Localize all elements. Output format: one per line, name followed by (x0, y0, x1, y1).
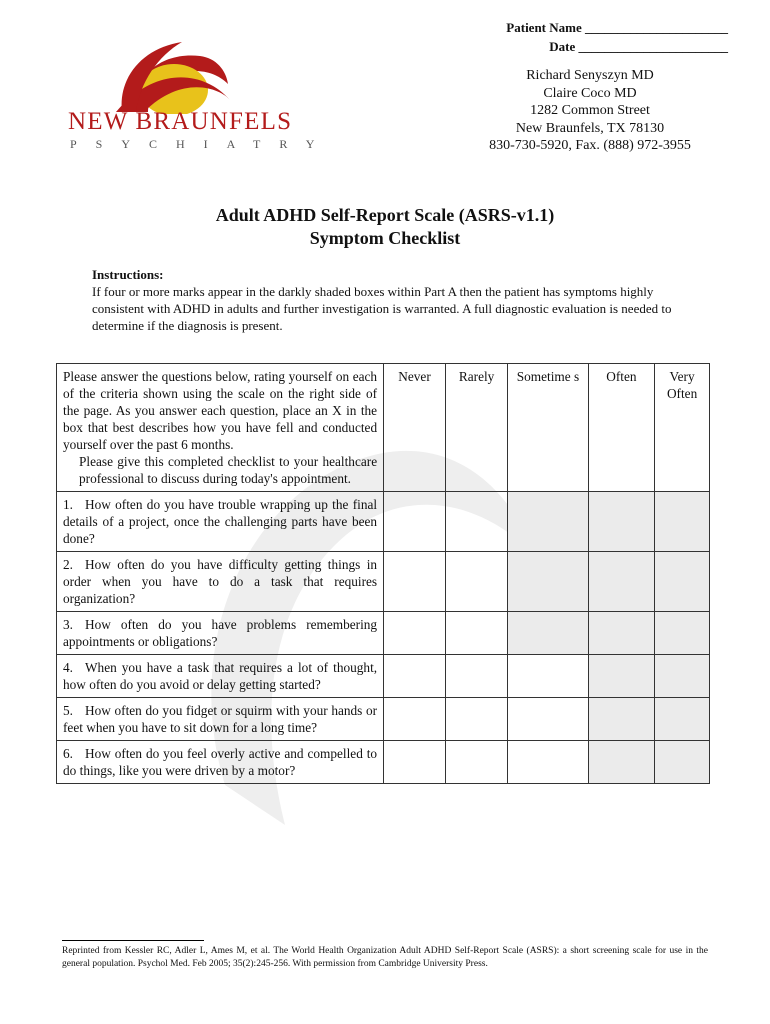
answer-box-rarely[interactable] (445, 741, 507, 784)
question-number: 4. (63, 660, 73, 675)
table-row (57, 552, 710, 612)
answer-box-often-shaded[interactable] (588, 492, 655, 552)
doctor-1: Richard Senyszyn MD (526, 68, 654, 83)
question-number: 3. (63, 617, 73, 632)
scale-rarely: Rarely (445, 364, 507, 492)
scale-often: Often (588, 364, 655, 492)
question-text: How often do you have difficulty getting things in order when you have to do a task that requires organization? (63, 557, 378, 606)
answer-box-sometimes[interactable] (508, 698, 588, 741)
question-2 (57, 552, 384, 612)
question-3 (57, 612, 384, 655)
scale-very-often: Very Often (655, 364, 710, 492)
answer-box-often-shaded[interactable] (588, 741, 655, 784)
phone-fax: 830-730-5920, Fax. (888) 972-3955 (489, 138, 691, 153)
answer-box-often-shaded[interactable] (588, 552, 655, 612)
answer-box-often-shaded[interactable] (588, 612, 655, 655)
brand-logo-mark (112, 38, 232, 114)
intro-paragraph-2: Please give this completed checklist to your healthcare professional to discuss during today's appointment. (79, 454, 378, 486)
question-number: 5. (63, 703, 73, 718)
logo-subtitle: PSYCHIATRY (70, 137, 334, 151)
question-1 (57, 492, 384, 552)
answer-box-sometimes[interactable] (508, 655, 588, 698)
form-subtitle: Symptom Checklist (309, 228, 461, 248)
table-row (57, 698, 710, 741)
table-header-row (57, 364, 710, 492)
table-row (57, 741, 710, 784)
question-number: 2. (63, 557, 73, 572)
answer-box-rarely[interactable] (445, 698, 507, 741)
footnote-divider (62, 940, 204, 941)
table-row (57, 492, 710, 552)
scale-sometimes: Sometime s (508, 364, 588, 492)
answer-box-never[interactable] (384, 741, 446, 784)
answer-box-never[interactable] (384, 655, 446, 698)
logo-name: NEW BRAUNFELS (68, 108, 293, 135)
answer-box-never[interactable] (384, 552, 446, 612)
intro-paragraph-1: Please answer the questions below, rating yourself on each of the criteria shown using the scale on the right side of the page. As you answer each question, place an X in the box that best describes how you have fell and conducted yourself over the past 6 months. (63, 369, 378, 452)
answer-box-sometimes[interactable] (508, 741, 588, 784)
date-field[interactable]: Date _______________________ (549, 39, 728, 54)
question-text: When you have a task that requires a lot of thought, how often do you avoid or delay getting started? (63, 660, 378, 692)
answer-box-very-often-shaded[interactable] (655, 655, 710, 698)
question-number: 1. (63, 497, 73, 512)
table-row (57, 612, 710, 655)
street-address: 1282 Common Street (530, 103, 650, 118)
question-text: How often do you have trouble wrapping up the final details of a project, once the challenging parts have been done? (63, 497, 378, 546)
answer-box-very-often-shaded[interactable] (655, 492, 710, 552)
city-state-zip: New Braunfels, TX 78130 (515, 120, 665, 136)
asrs-table (56, 363, 710, 784)
answer-box-never[interactable] (384, 612, 446, 655)
footnote: Reprinted from Kessler RC, Adler L, Ames M, et al. The World Health Organization Adult ADHD Self-Report Scale (ASRS): a short screening scale for use in the general population. Psychol Med. Feb 2005; 35(2):245-256. With permission from Cambridge University Press. (62, 946, 708, 969)
intro-cell (57, 364, 384, 492)
practice-contact (470, 67, 710, 155)
answer-box-very-often-shaded[interactable] (655, 612, 710, 655)
question-text: How often do you fidget or squirm with your hands or feet when you have to sit down for a long time? (63, 703, 378, 735)
answer-box-rarely[interactable] (445, 552, 507, 612)
scale-never: Never (384, 364, 446, 492)
instructions-body: If four or more marks appear in the darkly shaded boxes within Part A then the patient has symptoms highly consistent with ADHD in adults and further investigation is warranted. A full diagnostic evaluation is needed to determine if the diagnosis is present. (92, 284, 672, 333)
answer-box-sometimes-shaded[interactable] (508, 492, 588, 552)
answer-box-often-shaded[interactable] (588, 655, 655, 698)
answer-box-rarely[interactable] (445, 655, 507, 698)
answer-box-very-often-shaded[interactable] (655, 741, 710, 784)
instructions (92, 266, 680, 334)
question-number: 6. (63, 746, 73, 761)
question-5 (57, 698, 384, 741)
answer-box-never[interactable] (384, 492, 446, 552)
question-4 (57, 655, 384, 698)
answer-box-often-shaded[interactable] (588, 698, 655, 741)
table-row (57, 655, 710, 698)
question-text: How often do you feel overly active and compelled to do things, like you were driven by a motor? (63, 746, 378, 778)
instructions-heading: Instructions: (92, 267, 164, 282)
answer-box-rarely[interactable] (445, 612, 507, 655)
doctor-2: Claire Coco MD (543, 85, 637, 101)
patient-name-field[interactable]: Patient Name ______________________ (506, 20, 728, 35)
answer-box-very-often-shaded[interactable] (655, 698, 710, 741)
answer-box-never[interactable] (384, 698, 446, 741)
answer-box-sometimes-shaded[interactable] (508, 552, 588, 612)
question-text: How often do you have problems remembering appointments or obligations? (63, 617, 378, 649)
question-6 (57, 741, 384, 784)
form-title: Adult ADHD Self-Report Scale (ASRS-v1.1) (215, 205, 555, 225)
answer-box-rarely[interactable] (445, 492, 507, 552)
answer-box-sometimes-shaded[interactable] (508, 612, 588, 655)
answer-box-very-often-shaded[interactable] (655, 552, 710, 612)
